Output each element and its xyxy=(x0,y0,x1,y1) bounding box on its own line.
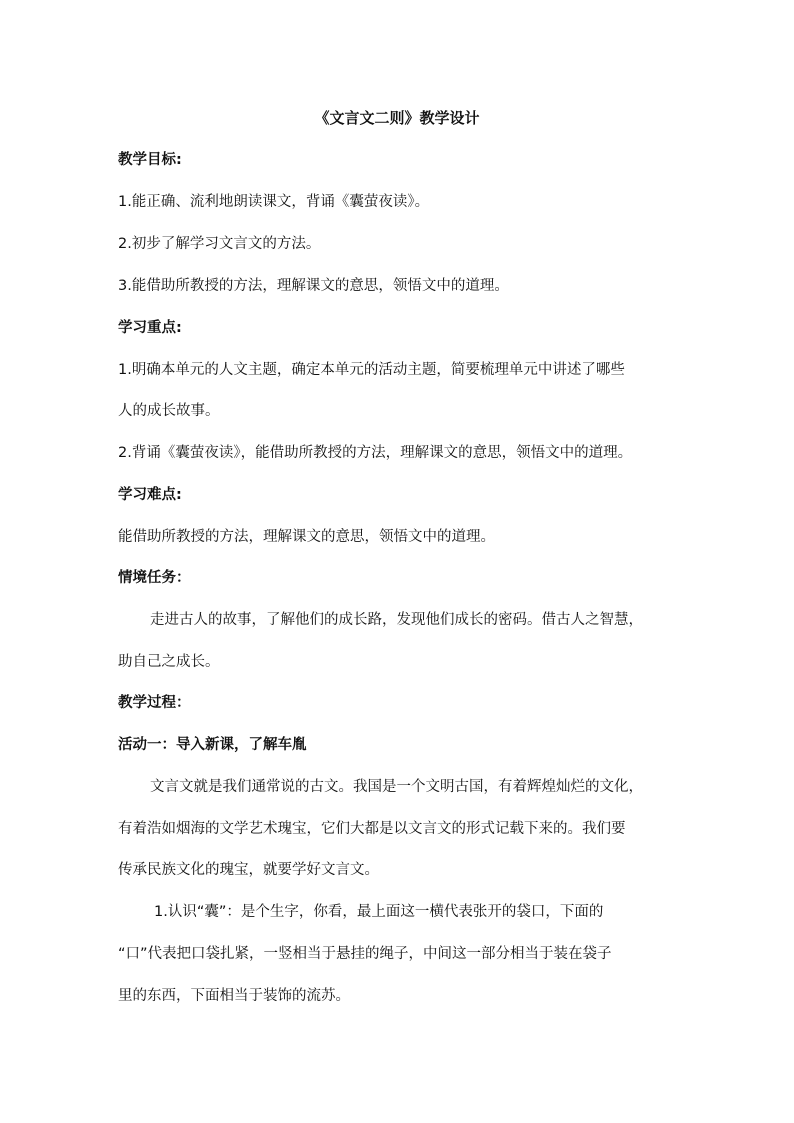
activity-paragraph-line-2: 有着浩如烟海的文学艺术瑰宝，它们大都是以文言文的形式记载下来的。我们要 xyxy=(118,821,626,837)
section-heading-objectives: 教学目标: xyxy=(118,152,182,168)
section-heading-key-points: 学习重点: xyxy=(118,320,182,336)
character-explanation-line-3: 里的东西，下面相当于装饰的流苏。 xyxy=(118,988,350,1004)
scenario-task-line-1: 走进古人的故事，了解他们的成长路，发现他们成长的密码。借古人之智慧， xyxy=(150,612,643,628)
section-heading-scenario-task: 情境任务： xyxy=(118,570,191,586)
objective-item-2: 2.初步了解学习文言文的方法。 xyxy=(118,236,321,252)
difficulty-item: 能借助所教授的方法，理解课文的意思，领悟文中的道理。 xyxy=(118,529,495,545)
activity-one-heading: 活动一：导入新课，了解车胤 xyxy=(118,737,307,753)
key-point-1-line-1: 1.明确本单元的人文主题，确定本单元的活动主题，简要梳理单元中讲述了哪些 xyxy=(118,362,625,378)
character-explanation-line-2: “口”代表把口袋扎紧，一竖相当于悬挂的绳子，中间这一部分相当于装在袋子 xyxy=(118,946,612,962)
key-point-2: 2.背诵《囊萤夜读》，能借助所教授的方法，理解课文的意思，领悟文中的道理。 xyxy=(118,445,633,461)
character-explanation-line-1: 1.认识“囊”：是个生字，你看，最上面这一横代表张开的袋口，下面的 xyxy=(154,904,604,920)
scenario-task-line-2: 助自己之成长。 xyxy=(118,654,220,670)
section-heading-difficulty: 学习难点: xyxy=(118,487,182,503)
objective-item-3: 3.能借助所教授的方法，理解课文的意思，领悟文中的道理。 xyxy=(118,278,509,294)
section-heading-process: 教学过程： xyxy=(118,695,191,711)
activity-paragraph-line-1: 文言文就是我们通常说的古文。我国是一个文明古国，有着辉煌灿烂的文化， xyxy=(150,779,643,795)
key-point-1-line-2: 人的成长故事。 xyxy=(118,403,220,419)
objective-item-1: 1.能正确、流利地朗读课文，背诵《囊萤夜读》。 xyxy=(118,194,430,210)
activity-paragraph-line-3: 传承民族文化的瑰宝，就要学好文言文。 xyxy=(118,862,379,878)
document-title: 《文言文二则》教学设计 xyxy=(314,109,480,127)
